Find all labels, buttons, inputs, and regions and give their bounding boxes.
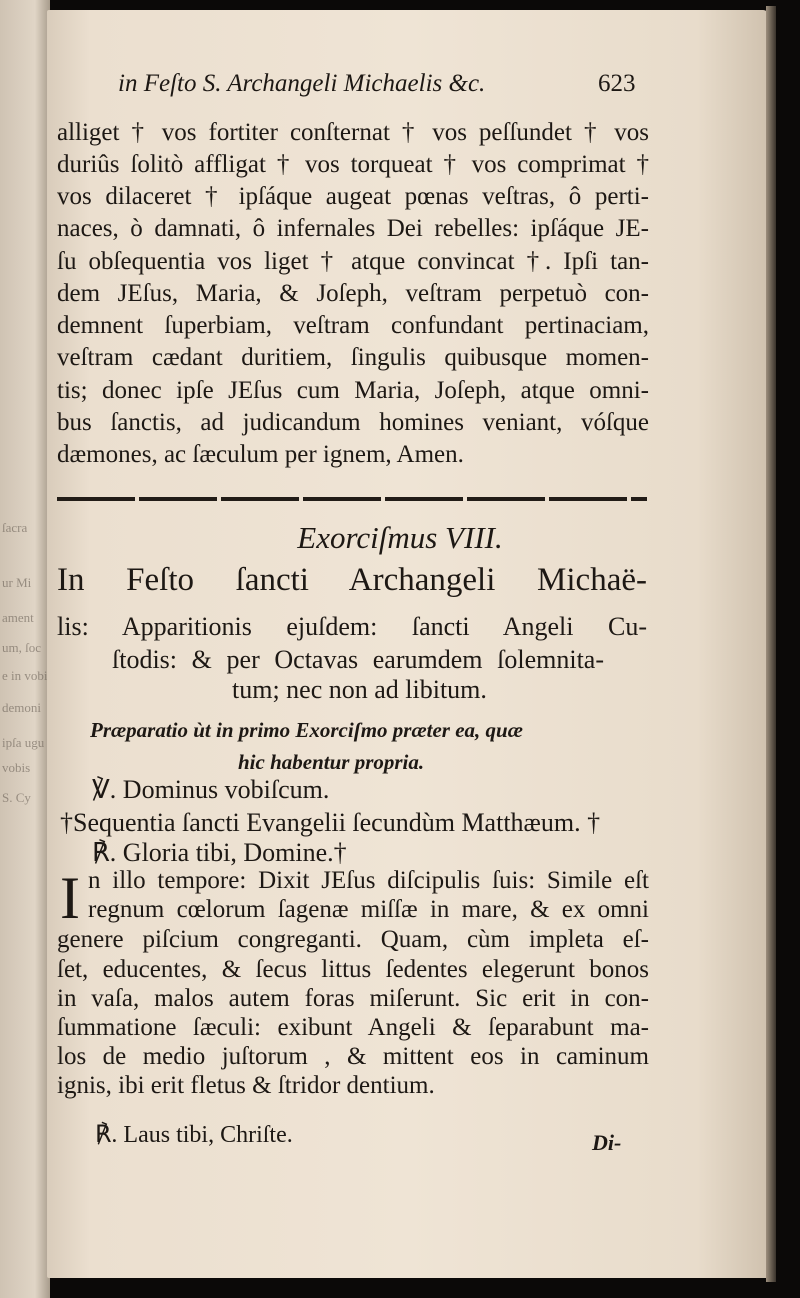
text-line: ſummatione ſæculi: exibunt Angeli & ſeparabunt ma- [57,1014,649,1041]
rubric-line: Præparatio ùt in primo Exorciſmo præter ea, quæ [90,718,523,742]
text-line: tis; donec ipſe JEſus cum Maria, Joſeph, atque omni- [57,377,649,404]
section-title-line: ſtodis: & per Octavas earumdem ſolemnita- [112,645,604,674]
section-title-line: tum; nec non ad libitum. [232,675,487,704]
versicle: ℣. Dominus vobiſcum. [92,775,330,804]
text-line: los de medio juſtorum , & mittent eos in caminum [57,1043,649,1070]
adjacent-page-fragment: e in vobi [2,668,48,683]
adjacent-page-fragment: ament [2,610,34,625]
adjacent-page-fragment: ur Mi [2,575,32,590]
text-line: dæmones, ac ſæculum per ignem, Amen. [57,441,464,468]
adjacent-page-edge [0,0,50,1298]
catchword: Di- [592,1130,622,1155]
drop-cap: I [60,865,80,931]
text-line: vos dilaceret † ipſáque augeat pœnas veſtras, ô perti- [57,183,649,210]
text-line: ſet, educentes, & ſecus littus ſedentes elegerunt bonos [57,956,649,983]
text-line: ignis, ibi erit fletus & ſtridor dentium. [57,1072,435,1099]
text-line: alliget † vos fortiter conſternat † vos peſſundet † vos [57,119,649,146]
adjacent-page-fragment: ſacra [2,520,28,535]
adjacent-page-fragment: S. Cy [2,790,31,805]
text-line: naces, ò damnati, ô infernales Dei rebelles: ipſáque JE- [57,215,649,242]
rubric-line: hic habentur propria. [238,750,425,774]
section-title-line: lis: Apparitionis ejuſdem: ſancti Angeli Cu- [57,612,647,641]
text-line: n illo tempore: Dixit JEſus diſcipulis ſuis: Simile eſt [88,867,649,894]
text-line: veſtram cædant duritiem, ſingulis quibusque momen- [57,344,649,371]
section-title-line: In Feſto ſancti Archangeli Michaë- [57,562,647,598]
response: ℟. Gloria tibi, Domine.† [92,838,347,867]
closing-response: ℟. Laus tibi, Chriſte. [95,1122,293,1148]
adjacent-page-fragment: demoni [2,700,41,715]
page-edge [766,6,776,1282]
text-line: demnent ſuperbiam, veſtram confundant pertinaciam, [57,312,649,339]
section-divider-rule [57,497,647,501]
text-line: duriûs ſolitò affligat † vos torqueat † vos comprimat † [57,151,649,178]
text-line: regnum cœlorum ſagenæ miſſæ in mare, & ex omni [88,896,649,923]
exorcism-heading: Exorciſmus VIII. [297,520,503,555]
text-line: genere piſcium congreganti. Quam, cùm impleta eſ- [57,926,649,953]
adjacent-page-fragment: um, ſoc [2,640,41,655]
text-line: in vaſa, malos autem foras miſerunt. Sic erit in con- [57,985,649,1012]
gospel-intro: †Sequentia ſancti Evangelii ſecundùm Matthæum. † [60,808,601,837]
text-line: dem JEſus, Maria, & Joſeph, veſtram perpetuò con- [57,280,649,307]
running-title: in Feſto S. Archangeli Michaelis &c. [118,70,486,97]
page-number: 623 [598,70,636,97]
text-line: bus ſanctis, ad judicandum homines veniant, vóſque [57,409,649,436]
adjacent-page-fragment: vobis [2,760,31,775]
text-line: ſu obſequentia vos liget † atque convincat †. Ipſi tan- [57,248,649,275]
adjacent-page-fragment: ipſa ugu [2,735,45,750]
